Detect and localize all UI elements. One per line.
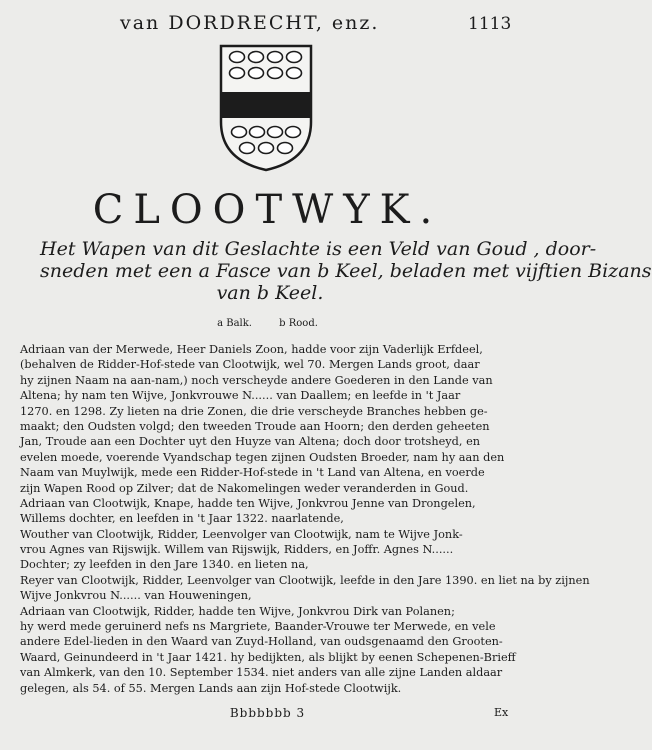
body-line: zijn Wapen Rood op Zilver; dat de Nakomelingen weder veranderden in Goud.: [20, 481, 469, 495]
bezant-roundel: [268, 68, 283, 79]
body-line: Reyer van Clootwijk, Ridder, Leenvolger van Clootwijk, leefde in den Jare 1390. en liet na by zijnen: [20, 573, 590, 587]
body-line: andere Edel-lieden in den Waard van Zuyd-Holland, van oudsgenaamd den Grooten-: [20, 635, 503, 649]
heraldry-line: van b Keel.: [216, 282, 324, 304]
heraldry-line: Het Wapen van dit Geslachte is een Veld van Goud , door-: [40, 238, 597, 260]
running-title: van DORDRECHT, enz.: [120, 12, 380, 34]
catchword: Ex: [494, 706, 509, 719]
body-line: Altena; hy nam ten Wijve, Jonkvrouwe N...... van Daallem; en leefde in 't Jaar: [20, 389, 461, 403]
body-line: hy zijnen Naam na aan-nam,) noch verscheyde andere Goederen in den Lande van: [20, 373, 493, 387]
body-text: [20, 342, 590, 696]
bezant-roundel: [232, 127, 247, 138]
bezant-roundel: [286, 127, 301, 138]
body-line: maakt; den Oudsten volgd; den tweeden Troude aan Hoorn; den derden geheeten: [20, 419, 490, 433]
page-number: 1113: [468, 14, 512, 34]
signature-mark: Bbbbbbb 3: [229, 706, 306, 720]
heraldic-description: [40, 238, 652, 304]
family-title: CLOOTWYK.: [92, 187, 443, 233]
bezant-roundel: [249, 68, 264, 79]
footnotes: [0, 318, 535, 329]
body-line: hy werd mede geruinerd nefs ns Margriete, Baander-Vrouwe ter Merwede, en vele: [20, 620, 496, 634]
body-line: Adriaan van der Merwede, Heer Daniels Zoon, hadde voor zijn Vaderlijk Erfdeel,: [20, 343, 483, 356]
bezant-roundel: [287, 68, 302, 79]
bezant-roundel: [230, 52, 245, 63]
body-line: Willems dochter, en leefden in 't Jaar 1322. naarlatende,: [20, 512, 344, 526]
bezant-roundel: [250, 127, 265, 138]
bezant-roundel: [230, 68, 245, 79]
coat-of-arms-icon: [217, 42, 315, 174]
running-head: [0, 12, 535, 36]
heraldry-line: sneden met een a Fasce van b Keel, beladen met vijftien Bizans: [40, 260, 652, 282]
body-line: 1270. en 1298. Zy lieten na drie Zonen, die drie verscheyde Branches hebben ge-: [20, 404, 488, 418]
body-line: Adriaan van Clootwijk, Knape, hadde ten Wijve, Jonkvrou Jenne van Drongelen,: [20, 496, 476, 510]
bezant-roundel: [278, 143, 293, 154]
body-line: Waard, Geinundeerd in 't Jaar 1421. hy bedijkten, als blijkt by eenen Schepenen-Brieff: [20, 650, 516, 664]
body-line: evelen moede, voerende Vyandschap tegen zijnen Oudsten Broeder, nam hy aan den: [20, 450, 505, 464]
body-line: Wouther van Clootwijk, Ridder, Leenvolger van Clootwijk, nam te Wijve Jonk-: [20, 527, 463, 541]
bezant-roundel: [259, 143, 274, 154]
bezant-roundel: [268, 52, 283, 63]
body-line: gelegen, als 54. of 55. Mergen Lands aan zijn Hof-stede Clootwijk.: [20, 681, 402, 695]
bezant-roundel: [249, 52, 264, 63]
bezant-roundel: [287, 52, 302, 63]
body-line: (behalven de Ridder-Hof-stede van Clootwijk, wel 70. Mergen Lands groot, daar: [20, 358, 480, 372]
body-line: van Almkerk, van den 10. September 1534. niet anders van alle zijne Landen aldaar: [20, 666, 503, 680]
body-line: Wijve Jonkvrou N...... van Houweningen,: [20, 589, 252, 603]
footnote-b: b Rood.: [279, 318, 318, 329]
body-line: Dochter; zy leefden in den Jare 1340. en lieten na,: [20, 558, 309, 572]
bezant-roundel: [268, 127, 283, 138]
fess-band: [221, 92, 311, 118]
body-line: Jan, Troude aan een Dochter uyt den Huyze van Altena; doch door trotsheyd, en: [20, 435, 481, 449]
bezant-roundel: [240, 143, 255, 154]
body-line: Naam van Muylwijk, mede een Ridder-Hof-stede in 't Land van Altena, en voerde: [20, 466, 485, 480]
footnote-a: a Balk.: [217, 318, 252, 329]
body-line: vrou Agnes van Rijswijk. Willem van Rijswijk, Ridders, en Joffr. Agnes N......: [20, 543, 454, 557]
body-line: Adriaan van Clootwijk, Ridder, hadde ten Wijve, Jonkvrou Dirk van Polanen;: [20, 604, 455, 618]
